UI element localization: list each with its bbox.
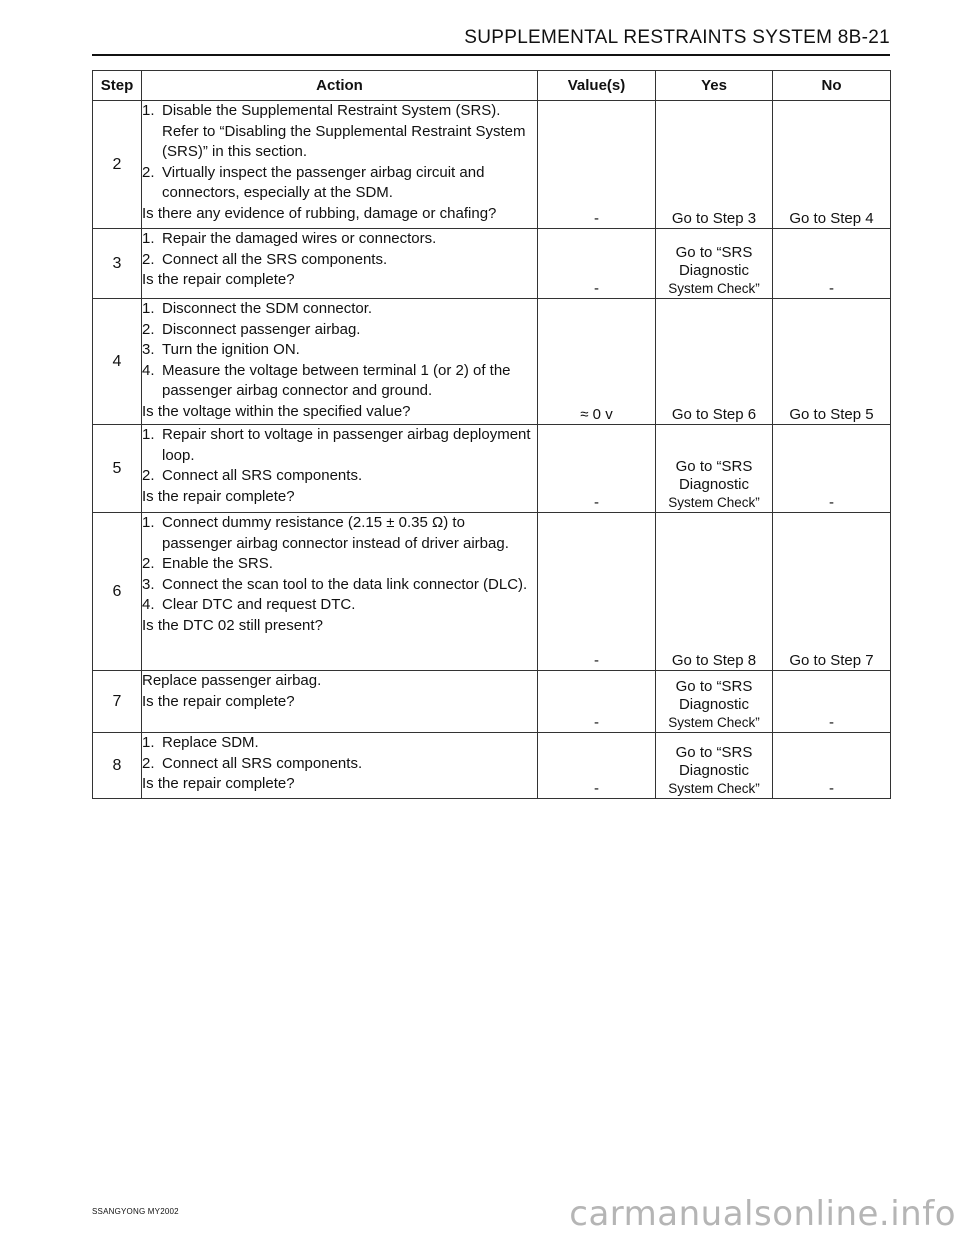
action-item (142, 754, 537, 775)
action-item-number: 2. (142, 555, 155, 572)
table-row (93, 425, 891, 513)
action-cell (142, 671, 538, 733)
step-number: 2 (93, 101, 142, 229)
action-item (142, 595, 537, 616)
table-row (93, 229, 891, 299)
action-question: Is there any evidence of rubbing, damage or chafing? (142, 204, 497, 222)
action-item (142, 163, 537, 204)
no-cell: - (773, 733, 891, 799)
action-question: Is the repair complete? (142, 271, 295, 288)
column-header-yes: Yes (656, 71, 773, 101)
no-cell: Go to Step 4 (773, 101, 891, 229)
action-item-text: Repair the damaged wires or connectors. (162, 230, 437, 247)
action-item-number: 3. (142, 575, 155, 593)
yes-line: System Check” (668, 281, 760, 296)
action-item-number: 3. (142, 341, 155, 358)
action-list (142, 513, 537, 616)
action-item-text: Disable the Supplemental Restraint System (SRS). Refer to “Disabling the Supplemental Restraint System (SRS)” in this section. (162, 102, 526, 160)
yes-cell (656, 229, 773, 299)
yes-line: Go to “SRS (675, 458, 753, 475)
action-item-number: 2. (142, 467, 155, 484)
value-cell: - (538, 513, 656, 671)
footer-brand: SSANGYONG MY2002 (92, 1207, 179, 1216)
action-item-text: Connect the scan tool to the data link connector (DLC). (162, 575, 528, 593)
action-list (142, 229, 537, 270)
yes-line: System Check” (668, 715, 760, 730)
action-item-text: Enable the SRS. (162, 555, 273, 572)
action-cell (142, 229, 538, 299)
action-item (142, 101, 537, 163)
yes-line: Diagnostic (678, 476, 750, 493)
value-cell: - (538, 425, 656, 513)
action-question: Is the DTC 02 still present? (142, 616, 323, 634)
action-item-number: 1. (142, 230, 155, 247)
action-question: Is the voltage within the specified value? (142, 402, 411, 420)
action-question: Is the repair complete? (142, 775, 295, 792)
action-item-text: Connect all SRS components. (162, 467, 363, 484)
table-row (93, 101, 891, 229)
watermark: carmanualsonline.info (569, 1194, 956, 1234)
action-item-text: Measure the voltage between terminal 1 (or 2) of the passenger airbag connector and ground. (162, 361, 511, 399)
table-header-row (93, 71, 891, 101)
value-cell: - (538, 671, 656, 733)
yes-cell (656, 671, 773, 733)
yes-line: System Check” (668, 495, 760, 510)
yes-cell (656, 299, 773, 425)
action-item-text: Connect all SRS components. (162, 754, 363, 772)
step-number: 3 (93, 229, 142, 299)
no-cell: - (773, 671, 891, 733)
yes-line: Diagnostic (678, 762, 750, 779)
action-item (142, 425, 537, 466)
yes-line: Diagnostic (678, 262, 750, 279)
action-lead: Replace passenger airbag. (142, 672, 322, 689)
action-question: Is the repair complete? (142, 692, 295, 710)
action-item-number: 4. (142, 361, 155, 379)
yes-line: Go to Step 6 (671, 406, 757, 423)
action-item-text: Disconnect passenger airbag. (162, 320, 361, 338)
column-header-values: Value(s) (538, 71, 656, 101)
action-cell (142, 733, 538, 799)
action-list (142, 101, 537, 204)
action-item-number: 2. (142, 754, 155, 772)
step-number: 6 (93, 513, 142, 671)
action-item-number: 4. (142, 596, 155, 613)
action-item (142, 466, 537, 487)
no-cell: - (773, 425, 891, 513)
value-cell: - (538, 733, 656, 799)
no-cell: - (773, 229, 891, 299)
action-item (142, 320, 537, 341)
action-item (142, 554, 537, 575)
step-number: 8 (93, 733, 142, 799)
step-number: 4 (93, 299, 142, 425)
yes-line: Go to “SRS (675, 244, 753, 261)
action-list (142, 425, 537, 487)
action-cell (142, 513, 538, 671)
action-item-text: Connect dummy resistance (2.15 ± 0.35 Ω) to passenger airbag connector instead of driver airbag. (162, 514, 509, 552)
action-cell (142, 101, 538, 229)
yes-cell (656, 733, 773, 799)
action-list (142, 299, 537, 402)
yes-line: Go to “SRS (675, 678, 753, 695)
no-cell: Go to Step 7 (773, 513, 891, 671)
column-header-step: Step (93, 71, 142, 101)
action-item-text: Clear DTC and request DTC. (162, 596, 356, 613)
action-item-text: Disconnect the SDM connector. (162, 300, 373, 317)
action-item (142, 513, 537, 554)
table-row (93, 671, 891, 733)
action-item-text: Connect all the SRS components. (162, 250, 388, 268)
yes-line: System Check” (668, 781, 760, 796)
yes-cell (656, 425, 773, 513)
yes-line: Diagnostic (678, 696, 750, 713)
action-item (142, 340, 537, 361)
action-item (142, 229, 537, 250)
yes-cell (656, 101, 773, 229)
action-item-number: 1. (142, 514, 155, 531)
table-row (93, 513, 891, 671)
table-row (93, 733, 891, 799)
action-item (142, 575, 537, 596)
action-item-text: Turn the ignition ON. (162, 341, 300, 358)
header-divider (92, 54, 890, 56)
yes-line: Go to Step 3 (671, 210, 757, 227)
step-number: 5 (93, 425, 142, 513)
action-item (142, 361, 537, 402)
value-cell: ≈ 0 v (538, 299, 656, 425)
value-cell: - (538, 101, 656, 229)
action-item-text: Repair short to voltage in passenger airbag deployment loop. (162, 426, 531, 464)
yes-line: Go to Step 8 (671, 652, 757, 669)
action-item (142, 733, 537, 754)
column-header-no: No (773, 71, 891, 101)
action-item (142, 250, 537, 271)
value-cell: - (538, 229, 656, 299)
action-item-number: 1. (142, 426, 155, 443)
yes-cell (656, 513, 773, 671)
column-header-action: Action (142, 71, 538, 101)
action-item-number: 1. (142, 734, 155, 751)
action-item (142, 299, 537, 320)
action-cell (142, 425, 538, 513)
action-item-number: 1. (142, 102, 155, 119)
table-row (93, 299, 891, 425)
action-item-number: 1. (142, 300, 155, 317)
action-list (142, 733, 537, 774)
action-item-number: 2. (142, 320, 155, 338)
yes-line: Go to “SRS (675, 744, 753, 761)
diagnostic-table (92, 70, 891, 799)
action-cell (142, 299, 538, 425)
action-item-text: Replace SDM. (162, 734, 259, 751)
action-item-text: Virtually inspect the passenger airbag circuit and connectors, especially at the SDM. (162, 163, 485, 201)
action-item-number: 2. (142, 163, 155, 181)
no-cell: Go to Step 5 (773, 299, 891, 425)
step-number: 7 (93, 671, 142, 733)
page-title: SUPPLEMENTAL RESTRAINTS SYSTEM 8B-21 (464, 27, 890, 48)
action-question: Is the repair complete? (142, 487, 295, 505)
action-item-number: 2. (142, 250, 155, 268)
